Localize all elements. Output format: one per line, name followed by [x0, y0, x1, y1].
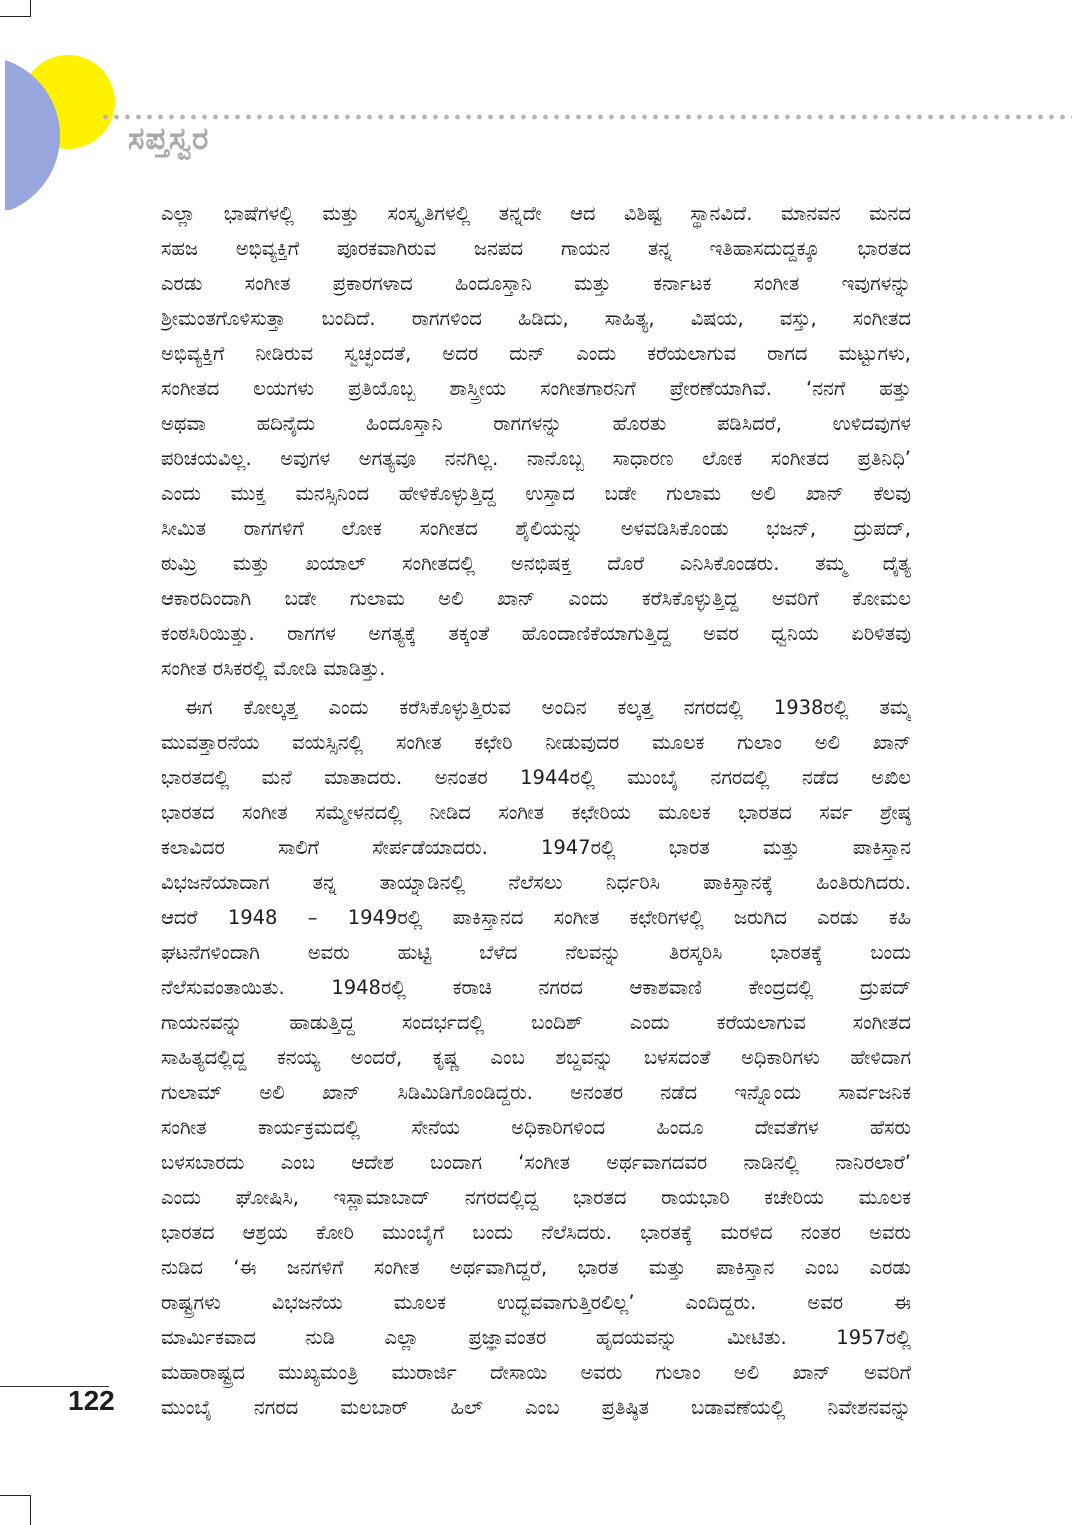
- text-line: ಶ್ರೀಮಂತಗೊಳಿಸುತ್ತಾ ಬಂದಿದೆ. ರಾಗಗಳಿಂದ ಹಿಡಿದು, ಸಾಹಿತ್ಯ, ವಿಷಯ, ವಸ್ತು, ಸಂಗೀತದ: [161, 307, 911, 330]
- text-line: ಈಗ ಕೋಲ್ಕತ್ತ ಎಂದು ಕರೆಸಿಕೊಳ್ಳುತ್ತಿರುವ ಅಂದಿನ ಕಲ್ಕತ್ತ ನಗರದಲ್ಲಿ 1938ರಲ್ಲಿ ತಮ್ಮ: [185, 696, 911, 719]
- text-line: ಬಳಸಬಾರದು ಎಂಬ ಆದೇಶ ಬಂದಾಗ ‘ಸಂಗೀತ ಅರ್ಥವಾಗದವರ ನಾಡಿನಲ್ಲಿ ನಾನಿರಲಾರೆ’: [161, 1151, 911, 1174]
- text-line: ಮುಂಬೈ ನಗರದ ಮಲಬಾರ್ ಹಿಲ್ ಎಂಬ ಪ್ರತಿಷ್ಠಿತ ಬಡಾವಣೆಯಲ್ಲಿ ನಿವೇಶನವನ್ನು: [161, 1396, 911, 1419]
- text-line: ಮಹಾರಾಷ್ಟ್ರದ ಮುಖ್ಯಮಂತ್ರಿ ಮುರಾರ್ಜಿ ದೇಸಾಯಿ ಅವರು ಗುಲಾಂ ಅಲಿ ಖಾನ್ ಅವರಿಗೆ: [161, 1361, 911, 1384]
- text-line: ವಿಭಜನೆಯಾದಾಗ ತನ್ನ ತಾಯ್ನಾಡಿನಲ್ಲಿ ನೆಲೆಸಲು ನಿರ್ಧರಿಸಿ ಪಾಕಿಸ್ತಾನಕ್ಕೆ ಹಿಂತಿರುಗಿದರು.: [161, 871, 911, 894]
- text-line: ಎಂದು ಘೋಷಿಸಿ, ಇಸ್ಲಾಮಾಬಾದ್ ನಗರದಲ್ಲಿದ್ದ ಭಾರತದ ರಾಯಭಾರಿ ಕಚೇರಿಯ ಮೂಲಕ: [161, 1186, 911, 1209]
- text-line: ಪರಿಚಯವಿಲ್ಲ. ಅವುಗಳ ಅಗತ್ಯವೂ ನನಗಿಲ್ಲ. ನಾನೊಬ್ಬ ಸಾಧಾರಣ ಲೋಕ ಸಂಗೀತದ ಪ್ರತಿನಿಧಿ’: [161, 447, 911, 470]
- page-number: 122: [68, 1385, 115, 1416]
- text-line: ಸೀಮಿತ ರಾಗಗಳಿಗೆ ಲೋಕ ಸಂಗೀತದ ಶೈಲಿಯನ್ನು ಅಳವಡಿಸಿಕೊಂಡು ಭಜನ್, ದ್ರುಪದ್,: [161, 517, 911, 540]
- text-line: ಕಲಾವಿದರ ಸಾಲಿಗೆ ಸೇರ್ಪಡೆಯಾದರು. 1947ರಲ್ಲಿ ಭಾರತ ಮತ್ತು ಪಾಕಿಸ್ತಾನ: [161, 836, 911, 859]
- text-line: ಮಾರ್ಮಿಕವಾದ ನುಡಿ ಎಲ್ಲಾ ಪ್ರಜ್ಞಾವಂತರ ಹೃದಯವನ್ನು ಮೀಟಿತು. 1957ರಲ್ಲಿ: [161, 1326, 911, 1349]
- text-line: ಆಕಾರದಿಂದಾಗಿ ಬಡೇ ಗುಲಾಮ ಅಲಿ ಖಾನ್ ಎಂದು ಕರೆಸಿಕೊಳ್ಳುತ್ತಿದ್ದ ಅವರಿಗೆ ಕೋಮಲ: [161, 587, 911, 610]
- text-line: ಸಾಹಿತ್ಯದಲ್ಲಿದ್ದ ಕನಯ್ಯ ಅಂದರೆ, ಕೃಷ್ಣ ಎಂಬ ಶಬ್ದವನ್ನು ಬಳಸದಂತೆ ಅಧಿಕಾರಿಗಳು ಹೇಳಿದಾಗ: [161, 1046, 911, 1069]
- dotted-rule: [100, 114, 1072, 120]
- text-line: ಗಾಯನವನ್ನು ಹಾಡುತ್ತಿದ್ದ ಸಂದರ್ಭದಲ್ಲಿ ಬಂದಿಶ್ ಎಂದು ಕರೆಯಲಾಗುವ ಸಂಗೀತದ: [161, 1011, 911, 1034]
- text-line: ಘಟನೆಗಳಿಂದಾಗಿ ಅವರು ಹುಟ್ಟಿ ಬೆಳೆದ ನೆಲವನ್ನು ತಿರಸ್ಕರಿಸಿ ಭಾರತಕ್ಕೆ ಬಂದು: [161, 941, 911, 964]
- text-line: ಭಾರತದಲ್ಲಿ ಮನೆ ಮಾತಾದರು. ಅನಂತರ 1944ರಲ್ಲಿ ಮುಂಬೈ ನಗರದಲ್ಲಿ ನಡೆದ ಅಖಿಲ: [161, 766, 911, 789]
- text-line: ಸಂಗೀತದ ಲಯಗಳು ಪ್ರತಿಯೊಬ್ಬ ಶಾಸ್ತ್ರೀಯ ಸಂಗೀತಗಾರನಿಗೆ ಪ್ರೇರಣೆಯಾಗಿವೆ. ‘ನನಗೆ ಹತ್ತು: [161, 377, 911, 400]
- text-line: ಎರಡು ಸಂಗೀತ ಪ್ರಕಾರಗಳಾದ ಹಿಂದೂಸ್ತಾನಿ ಮತ್ತು ಕರ್ನಾಟಕ ಸಂಗೀತ ಇವುಗಳನ್ನು: [161, 272, 911, 295]
- text-line: ರಾಷ್ಟ್ರಗಳು ವಿಭಜನೆಯ ಮೂಲಕ ಉದ್ಭವವಾಗುತ್ತಿರಲಿಲ್ಲ’ ಎಂದಿದ್ದರು. ಅವರ ಈ: [161, 1291, 911, 1314]
- body-text: [161, 196, 911, 1425]
- text-line: ಎಲ್ಲಾ ಭಾಷೆಗಳಲ್ಲಿ ಮತ್ತು ಸಂಸ್ಕೃತಿಗಳಲ್ಲಿ ತನ್ನದೇ ಆದ ವಿಶಿಷ್ಟ ಸ್ಥಾನವಿದೆ. ಮಾನವನ ಮನದ: [161, 202, 911, 225]
- text-line: ಆದರೆ 1948 – 1949ರಲ್ಲಿ ಪಾಕಿಸ್ತಾನದ ಸಂಗೀತ ಕಛೇರಿಗಳಲ್ಲಿ ಜರುಗಿದ ಎರಡು ಕಹಿ: [161, 906, 911, 929]
- text-line: ಅಭಿವ್ಯಕ್ತಿಗೆ ನೀಡಿರುವ ಸ್ವಚ್ಛಂದತೆ, ಅದರ ದುನ್ ಎಂದು ಕರೆಯಲಾಗುವ ರಾಗದ ಮಟ್ಟುಗಳು,: [161, 342, 911, 365]
- text-line: ಅಥವಾ ಹದಿನೈದು ಹಿಂದೂಸ್ತಾನಿ ರಾಗಗಳನ್ನು ಹೊರತು ಪಡಿಸಿದರೆ, ಉಳಿದವುಗಳ: [161, 412, 911, 435]
- crop-mark-top-vertical: [30, 0, 31, 17]
- text-line: ಎಂದು ಮುಕ್ತ ಮನಸ್ಸಿನಿಂದ ಹೇಳಿಕೊಳ್ಳುತ್ತಿದ್ದ ಉಸ್ತಾದ ಬಡೇ ಗುಲಾಮ ಅಲಿ ಖಾನ್ ಕೆಲವು: [161, 482, 911, 505]
- text-line: ಸಂಗೀತ ಕಾರ್ಯಕ್ರಮದಲ್ಲಿ ಸೇನೆಯ ಅಧಿಕಾರಿಗಳಿಂದ ಹಿಂದೂ ದೇವತೆಗಳ ಹೆಸರು: [161, 1116, 911, 1139]
- paragraph-2: [161, 690, 911, 1425]
- text-line: ನೆಲೆಸುವಂತಾಯಿತು. 1948ರಲ್ಲಿ ಕರಾಚಿ ನಗರದ ಆಕಾಶವಾಣಿ ಕೇಂದ್ರದಲ್ಲಿ ದ್ರುಪದ್: [161, 976, 911, 999]
- text-line: ಸಹಜ ಅಭಿವ್ಯಕ್ತಿಗೆ ಪೂರಕವಾಗಿರುವ ಜನಪದ ಗಾಯನ ತನ್ನ ಇತಿಹಾಸದುದ್ದಕ್ಕೂ ಭಾರತದ: [161, 237, 911, 260]
- crop-mark-bottom-horizontal: [0, 1495, 30, 1496]
- paragraph-1: [161, 196, 911, 686]
- text-line: ಗುಲಾಮ್ ಅಲಿ ಖಾನ್ ಸಿಡಿಮಿಡಿಗೊಂಡಿದ್ದರು. ಅನಂತರ ನಡೆದ ಇನ್ನೊಂದು ಸಾರ್ವಜನಿಕ: [161, 1081, 911, 1104]
- text-line: ನುಡಿದ ‘ಈ ಜನಗಳಿಗೆ ಸಂಗೀತ ಅರ್ಥವಾಗಿದ್ದರೆ, ಭಾರತ ಮತ್ತು ಪಾಕಿಸ್ತಾನ ಎಂಬ ಎರಡು: [161, 1256, 911, 1279]
- crop-mark-bottom-vertical: [30, 1495, 31, 1525]
- text-line: ಠುಮ್ರಿ ಮತ್ತು ಖಯಾಲ್ ಸಂಗೀತದಲ್ಲಿ ಅನಭಿಷಕ್ತ ದೊರೆ ಎನಿಸಿಕೊಂಡರು. ತಮ್ಮ ದೈತ್ಯ: [161, 552, 911, 575]
- text-line: ಸಂಗೀತ ರಸಿಕರಲ್ಲಿ ಮೋಡಿ ಮಾಡಿತ್ತು.: [161, 657, 386, 680]
- text-line: ಮುವತ್ತಾರನೆಯ ವಯಸ್ಸಿನಲ್ಲಿ ಸಂಗೀತ ಕಛೇರಿ ನೀಡುವುದರ ಮೂಲಕ ಗುಲಾಂ ಅಲಿ ಖಾನ್: [161, 731, 911, 754]
- text-line: ಭಾರತದ ಸಂಗೀತ ಸಮ್ಮೇಳನದಲ್ಲಿ ನೀಡಿದ ಸಂಗೀತ ಕಛೇರಿಯ ಮೂಲಕ ಭಾರತದ ಸರ್ವ ಶ್ರೇಷ್ಠ: [161, 801, 911, 824]
- decorative-circles-graphic: [0, 50, 130, 210]
- text-line: ಭಾರತದ ಆಶ್ರಯ ಕೋರಿ ಮುಂಬೈಗೆ ಬಂದು ನೆಲೆಸಿದರು. ಭಾರತಕ್ಕೆ ಮರಳಿದ ನಂತರ ಅವರು: [161, 1221, 911, 1244]
- section-title: ಸಪ್ತಸ್ವರ: [128, 121, 210, 157]
- crop-mark-top-horizontal: [0, 16, 30, 17]
- text-line: ಕಂಠಸಿರಿಯಿತ್ತು. ರಾಗಗಳ ಅಗತ್ಯಕ್ಕೆ ತಕ್ಕಂತೆ ಹೊಂದಾಣಿಕೆಯಾಗುತ್ತಿದ್ದ ಅವರ ಧ್ವನಿಯ ಏರಿಳಿತವು: [161, 622, 911, 645]
